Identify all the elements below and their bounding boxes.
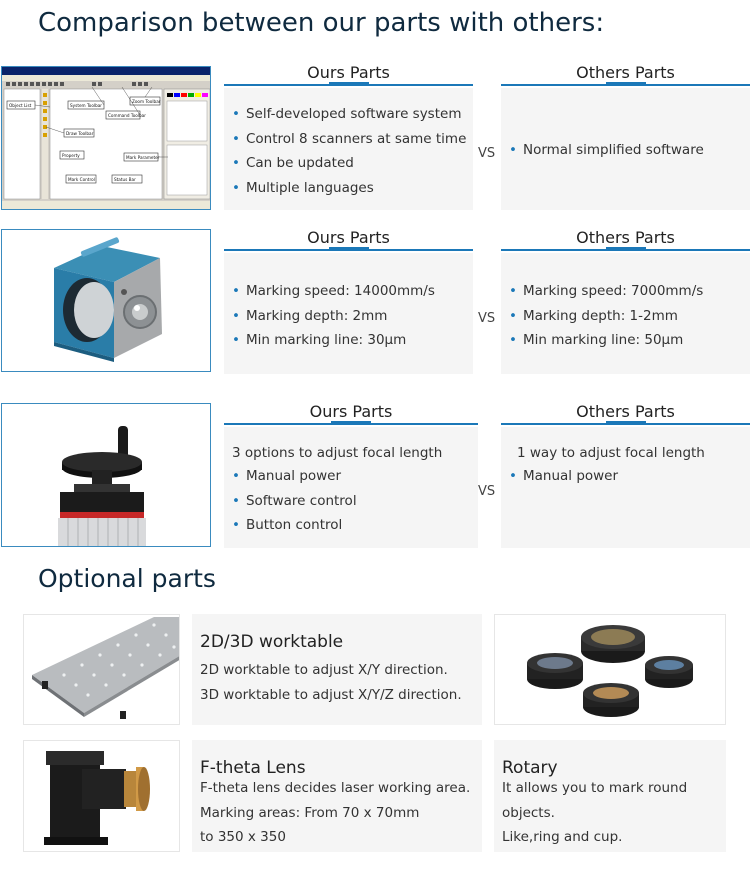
software-screenshot-image <box>1 66 211 210</box>
f-theta-lens-card <box>192 740 482 852</box>
list-item: • Min marking line: 50μm <box>509 328 746 353</box>
f-theta-desc-line: to 350 x 350 <box>200 829 286 845</box>
galvo-scanner-illustration <box>2 230 211 372</box>
list-item: • Manual power <box>509 464 746 489</box>
ours-parts-title: Ours Parts <box>307 228 390 247</box>
list-item: • Self-developed software system <box>232 102 469 127</box>
list-item: • Can be updated <box>232 151 469 176</box>
worktable-illustration <box>24 615 180 725</box>
others-panel-software <box>501 62 750 210</box>
lens-set-illustration <box>495 615 726 725</box>
ours-panel-scanner <box>224 227 473 374</box>
ours-panel-body <box>224 427 478 548</box>
property-label: Property <box>62 153 80 158</box>
rotary-desc-line: It allows you to mark round <box>502 780 688 796</box>
worktable-title: 2D/3D worktable <box>200 632 344 652</box>
title-underline-accent <box>606 421 646 425</box>
draw-toolbar-label: Draw Toolbar <box>66 131 94 136</box>
rotary-card <box>494 740 726 852</box>
list-item: • Button control <box>232 513 474 538</box>
ours-parts-title: Ours Parts <box>309 402 393 421</box>
vs-label: VS <box>478 484 496 499</box>
f-theta-lens-image <box>23 740 180 852</box>
title-underline-accent <box>329 247 369 251</box>
list-item: • Manual power <box>232 464 474 489</box>
others-panel-focal <box>501 401 750 548</box>
vs-label: VS <box>478 146 496 161</box>
f-theta-desc-line: Marking areas: From 70 x 70mm <box>200 805 420 821</box>
ours-features-list <box>232 102 469 200</box>
optional-parts-heading: Optional parts <box>38 564 216 593</box>
others-panel-body <box>501 88 750 210</box>
ours-parts-title: Ours Parts <box>307 63 390 82</box>
f-theta-lens-illustration <box>24 741 180 852</box>
title-underline-accent <box>331 421 371 425</box>
ours-panel-focal <box>224 401 478 548</box>
lenses-image <box>494 614 726 725</box>
object-list-label: Object List <box>9 103 32 108</box>
list-item: • Software control <box>232 489 474 514</box>
list-item: • Multiple languages <box>232 176 469 201</box>
mark-control-label: Mark Control <box>68 177 95 182</box>
others-focal-intro: 1 way to adjust focal length <box>517 445 705 461</box>
worktable-desc-line: 3D worktable to adjust X/Y/Z direction. <box>200 687 462 703</box>
rotary-desc-line: Like,ring and cup. <box>502 829 623 845</box>
ours-panel-software <box>224 62 473 210</box>
ours-panel-body <box>224 88 473 210</box>
f-theta-lens-title: F-theta Lens <box>200 758 306 778</box>
ours-panel-body <box>224 253 473 374</box>
others-parts-title: Others Parts <box>576 228 675 247</box>
worktable-desc-line: 2D worktable to adjust X/Y direction. <box>200 662 448 678</box>
others-panel-body <box>501 427 750 548</box>
worktable-image <box>23 614 180 725</box>
mark-parameter-label: Mark Parameter <box>126 155 160 160</box>
zoom-toolbar-label: Zoom Toolbar <box>132 99 161 104</box>
others-parts-title: Others Parts <box>576 63 675 82</box>
ours-focal-list <box>232 464 474 538</box>
system-toolbar-label: System Toolbar <box>70 103 103 108</box>
worktable-card <box>192 614 482 725</box>
list-item: • Control 8 scanners at same time <box>232 127 469 152</box>
list-item: • Marking depth: 2mm <box>232 304 469 329</box>
command-toolbar-label: Command Toolbar <box>108 113 146 118</box>
status-bar-label: Status Bar <box>114 177 136 182</box>
comparison-heading: Comparison between our parts with others: <box>38 8 605 38</box>
title-underline-accent <box>606 82 646 86</box>
list-item: • Min marking line: 30μm <box>232 328 469 353</box>
others-panel-scanner <box>501 227 750 374</box>
others-parts-title: Others Parts <box>576 402 675 421</box>
rotary-desc-line: objects. <box>502 805 555 821</box>
list-item: • Marking speed: 14000mm/s <box>232 279 469 304</box>
others-panel-body <box>501 253 750 374</box>
title-underline-accent <box>606 247 646 251</box>
handwheel-illustration <box>2 404 211 547</box>
software-ui-illustration <box>2 67 211 210</box>
focal-adjust-image <box>1 403 211 547</box>
others-focal-list <box>509 464 746 489</box>
list-item: • Marking speed: 7000mm/s <box>509 279 746 304</box>
list-item: • Marking depth: 1-2mm <box>509 304 746 329</box>
title-underline-accent <box>329 82 369 86</box>
vs-label: VS <box>478 311 496 326</box>
list-item: • Normal simplified software <box>509 138 746 163</box>
scanner-head-image <box>1 229 211 372</box>
rotary-title: Rotary <box>502 758 558 778</box>
ours-specs-list <box>232 279 469 353</box>
others-features-list <box>509 138 746 163</box>
others-specs-list <box>509 279 746 353</box>
ours-focal-intro: 3 options to adjust focal length <box>232 445 443 461</box>
f-theta-desc-line: F-theta lens decides laser working area. <box>200 780 471 796</box>
